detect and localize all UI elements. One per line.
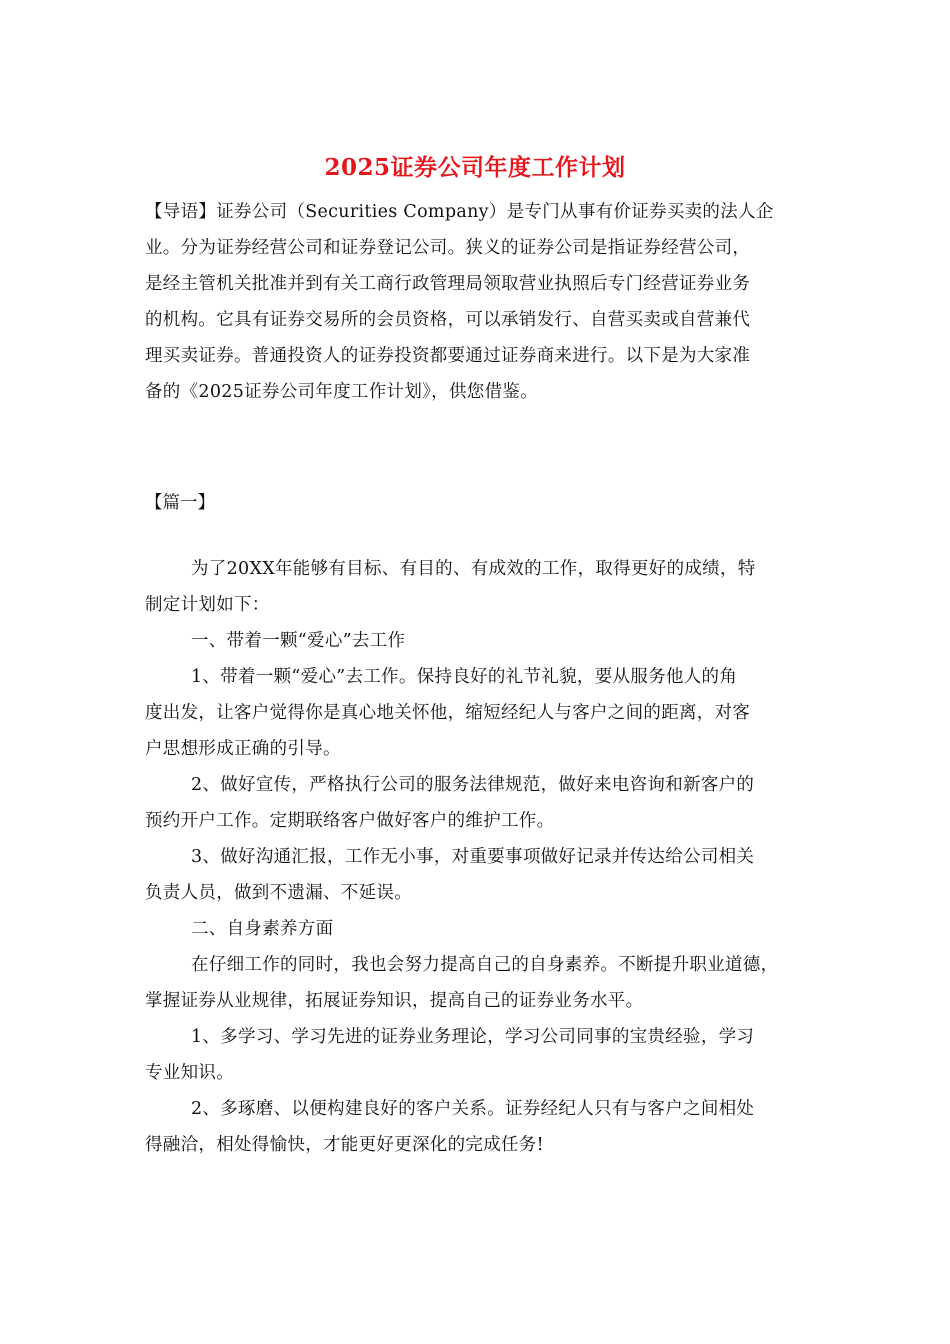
intro-line: 的机构。它具有证券交易所的会员资格，可以承销发行、自营买卖或自营兼代: [145, 310, 751, 330]
body-paragraphs: [145, 551, 810, 1163]
body-line: 二、自身素养方面: [191, 919, 334, 939]
intro-line: 理买卖证券。普通投资人的证券投资都要通过证券商来进行。以下是为大家准: [145, 346, 751, 366]
body-line: 在仔细工作的同时，我也会努力提高自己的自身素养。不断提升职业道德，: [191, 955, 779, 975]
body-line: 得融洽，相处得愉快，才能更好更深化的完成任务!: [145, 1135, 544, 1155]
body-line: 预约开户工作。定期联络客户做好客户的维护工作。: [145, 811, 555, 831]
body-line: 1、带着一颗“爱心”去工作。保持良好的礼节礼貌，要从服务他人的角: [191, 667, 738, 687]
body-line: 负责人员，做到不遗漏、不延误。: [145, 883, 412, 903]
body-line: 3、做好沟通汇报，工作无小事，对重要事项做好记录并传达给公司相关: [191, 847, 755, 867]
intro-line: 是经主管机关批准并到有关工商行政管理局领取营业执照后专门经营证券业务: [145, 274, 751, 294]
body-line: 1、多学习、学习先进的证券业务理论，学习公司同事的宝贵经验，学习: [191, 1027, 755, 1047]
intro-line: 备的《2025证券公司年度工作计划》，供您借鉴。: [145, 382, 538, 402]
body-line: 2、多琢磨、以便构建良好的客户关系。证券经纪人只有与客户之间相处: [191, 1099, 755, 1119]
body-line: 户思想形成正确的引导。: [145, 739, 341, 759]
section-label: 【篇一】: [145, 493, 215, 513]
body-line: 度出发，让客户觉得你是真心地关怀他，缩短经纪人与客户之间的距离，对客: [145, 703, 751, 723]
body-line: 2、做好宣传，严格执行公司的服务法律规范，做好来电咨询和新客户的: [191, 775, 755, 795]
body-line: 一、带着一颗“爱心”去工作: [191, 631, 406, 651]
body-line: 专业知识。: [145, 1063, 234, 1083]
document-title: 2025证券公司年度工作计划: [324, 154, 626, 181]
intro-paragraph: [145, 194, 810, 410]
body-line: 为了20XX年能够有目标、有目的、有成效的工作，取得更好的成绩，特: [191, 559, 756, 579]
body-line: 制定计划如下：: [145, 595, 270, 615]
intro-line: 业。分为证券经营公司和证券登记公司。狭义的证券公司是指证券经营公司，: [145, 238, 751, 258]
intro-line: 【导语】证券公司（Securities Company）是专门从事有价证券买卖的法人企: [145, 202, 774, 222]
body-line: 掌握证券从业规律，拓展证券知识，提高自己的证券业务水平。: [145, 991, 644, 1011]
